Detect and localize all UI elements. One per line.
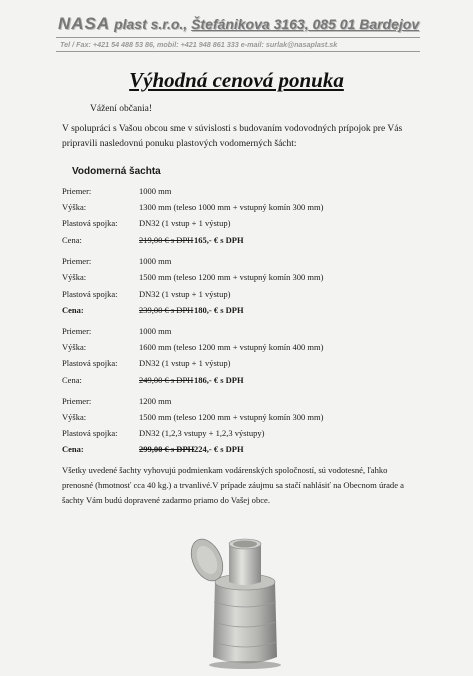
closing-line: prenosné (hmotnosť cca 40 kg.) a trvanlivé.V prípade záujmu sa stačí nahlásiť na Obecnom úrade a xyxy=(62,480,404,490)
company-address: Štefánikova 3163, 085 01 Bardejov xyxy=(191,16,420,32)
header-divider-bottom xyxy=(56,51,420,52)
closing-paragraph xyxy=(62,463,417,508)
offer-1-coupling: DN32 (1 vstup + 1 výstup) xyxy=(139,218,231,228)
intro-line: V spolupráci s Vašou obcou sme v súvislosti s budovaním vodovodných prípojok pre Vás xyxy=(62,124,403,134)
header-divider-top xyxy=(56,37,420,38)
label-price: Cena: xyxy=(62,444,84,454)
water-meter-shaft-image xyxy=(185,522,305,672)
offer-3-diameter: 1000 mm xyxy=(139,326,172,336)
offer-4-old-price: 299,00 € s DPH xyxy=(139,444,195,454)
offer-1-new-price: 165,- € s DPH xyxy=(194,235,244,245)
section-title: Vodomerná šachta xyxy=(72,166,161,177)
closing-line: šachty Vám budú dopravené zadarmo priamo do Vašej obce. xyxy=(62,495,271,505)
label-price: Cena: xyxy=(62,375,82,385)
label-coupling: Plastová spojka: xyxy=(62,358,118,368)
offer-3-height: 1600 mm (teleso 1200 mm + vstupný komín 400 mm) xyxy=(139,342,324,352)
label-diameter: Priemer: xyxy=(62,396,92,406)
company-contacts: Tel / Fax: +421 54 488 53 86, mobil: +421 948 861 333 e-mail: surlak@nasaplast.sk xyxy=(60,40,338,49)
offer-1-height: 1300 mm (teleso 1000 mm + vstupný komín 300 mm) xyxy=(139,202,324,212)
offer-4-height: 1500 mm (teleso 1200 mm + vstupný komín 300 mm) xyxy=(139,412,324,422)
label-height: Výška: xyxy=(62,342,87,352)
label-price: Cena: xyxy=(62,305,84,315)
label-diameter: Priemer: xyxy=(62,186,92,196)
company-name: plast s.r.o., xyxy=(114,16,188,32)
offer-3-old-price: 249,00 € s DPH xyxy=(139,375,194,385)
company-logo: NASA xyxy=(58,14,111,33)
label-price: Cena: xyxy=(62,235,82,245)
intro-paragraph xyxy=(62,122,417,152)
label-height: Výška: xyxy=(62,272,87,282)
label-coupling: Plastová spojka: xyxy=(62,289,118,299)
offer-4-new-price: 224,- € s DPH xyxy=(194,444,244,454)
offer-2-diameter: 1000 mm xyxy=(139,256,172,266)
offer-1-diameter: 1000 mm xyxy=(139,186,172,196)
offer-4-diameter: 1200 mm xyxy=(139,396,172,406)
offer-4-coupling: DN32 (1,2,3 vstupy + 1,2,3 výstupy) xyxy=(139,428,265,438)
offer-1-old-price: 219,00 € s DPH xyxy=(139,235,194,245)
offer-2-new-price: 180,- € s DPH xyxy=(194,305,244,315)
offer-2-height: 1500 mm (teleso 1200 mm + vstupný komín 300 mm) xyxy=(139,272,324,282)
label-diameter: Priemer: xyxy=(62,256,92,266)
offer-2-old-price: 239,00 € s DPH xyxy=(139,305,194,315)
greeting: Vážení občania! xyxy=(90,104,152,114)
company-header xyxy=(58,14,428,34)
label-coupling: Plastová spojka: xyxy=(62,428,118,438)
document-title: Výhodná cenová ponuka xyxy=(129,68,344,92)
offer-3-new-price: 186,- € s DPH xyxy=(194,375,244,385)
intro-line: pripravili nasledovnú ponuku plastových vodomerných šácht: xyxy=(62,139,297,149)
closing-line: Všetky uvedené šachty vyhovujú podmienkam vodárenských spoločností, sú vodotesné, ľahko xyxy=(62,465,388,475)
offer-3-coupling: DN32 (1 vstup + 1 výstup) xyxy=(139,358,231,368)
label-coupling: Plastová spojka: xyxy=(62,218,118,228)
label-diameter: Priemer: xyxy=(62,326,92,336)
label-height: Výška: xyxy=(62,202,87,212)
label-height: Výška: xyxy=(62,412,87,422)
offer-2-coupling: DN32 (1 vstup + 1 výstup) xyxy=(139,289,231,299)
